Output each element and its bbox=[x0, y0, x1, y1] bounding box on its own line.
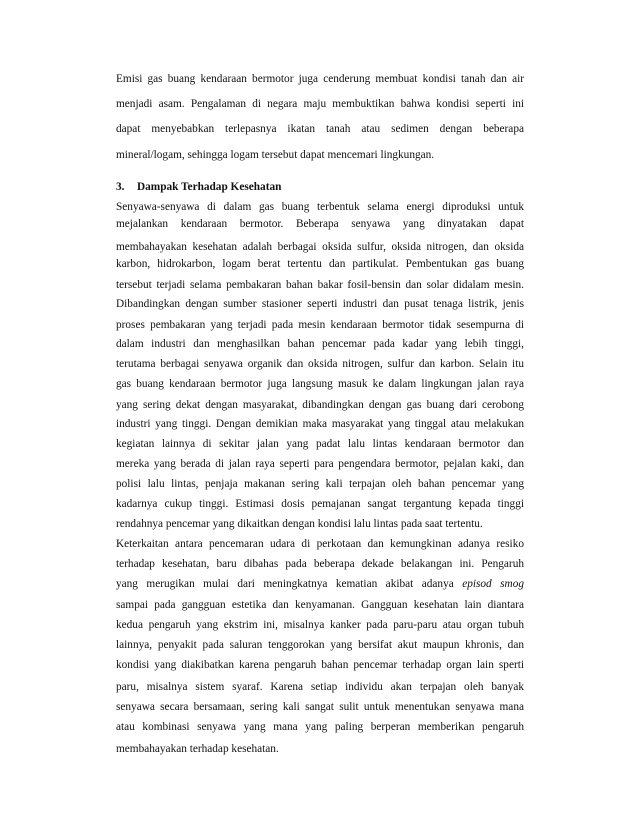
paragraph2-line: mejalankan kendaraan bermotor. Beberapa senyawa yang dinyatakan dapat bbox=[116, 218, 524, 230]
paragraph3-line: atau kombinasi senyawa yang mana yang paling berperan memberikan pengaruh bbox=[116, 721, 524, 733]
paragraph1-line: menjadi asam. Pengalaman di negara maju membuktikan bahwa kondisi seperti ini bbox=[116, 98, 524, 110]
paragraph3-line: membahayakan terhadap kesehatan. bbox=[116, 743, 279, 755]
paragraph1-line: mineral/logam, sehingga logam tersebut dapat mencemari lingkungan. bbox=[116, 149, 435, 161]
paragraph2-line: kadarnya cukup tinggi. Estimasi dosis pemajanan sangat tergantung kepada tinggi bbox=[116, 498, 524, 510]
paragraph3-line: kedua pengaruh yang ekstrim ini, misalnya kanker pada paru-paru atau organ tubuh bbox=[116, 619, 524, 631]
paragraph3-line-with-italic bbox=[116, 577, 524, 591]
paragraph2-line: mereka yang berada di jalan raya seperti para pengendara bermotor, pejalan kaki, dan bbox=[116, 458, 524, 470]
paragraph3-line: lainnya, penyakit pada saluran tenggorokan yang bersifat akut maupun khronis, dan bbox=[116, 639, 524, 651]
paragraph3-line: senyawa secara bersamaan, sering kali sangat sulit untuk menentukan senyawa mana bbox=[116, 701, 524, 713]
paragraph2-line: tersebut terjadi selama pembakaran bahan bakar fosil-bensin dan solar didalam mesin. bbox=[116, 279, 524, 291]
paragraph2-line: gas buang kendaraan bermotor juga langsung masuk ke dalam lingkungan jalan raya bbox=[116, 378, 524, 390]
paragraph2-line: industri yang tinggi. Dengan demikian maka masyarakat yang tinggal atau melakukan bbox=[116, 418, 524, 430]
paragraph2-line: polisi lalu lintas, penjaja makanan sering kali terpajan oleh bahan pencemar yang bbox=[116, 478, 524, 490]
italic-term: episod smog bbox=[462, 578, 524, 590]
paragraph2-line: proses pembakaran yang terjadi pada mesin kendaraan bermotor tidak sesempurna di bbox=[116, 319, 524, 331]
paragraph1-line: dapat menyebabkan terlepasnya ikatan tanah atau sedimen dengan beberapa bbox=[116, 123, 524, 135]
paragraph1-line: Emisi gas buang kendaraan bermotor juga cenderung membuat kondisi tanah dan air bbox=[116, 73, 524, 85]
paragraph2-line: Senyawa-senyawa di dalam gas buang terbentuk selama energi diproduksi untuk bbox=[116, 201, 524, 213]
paragraph2-line: yang sering dekat dengan masyarakat, dibandingkan dengan gas buang dari cerobong bbox=[116, 399, 524, 411]
paragraph2-line: karbon, hidrokarbon, logam berat tertentu dan partikulat. Pembentukan gas buang bbox=[116, 258, 524, 270]
paragraph2-line: dalam industri dan menghasilkan bahan pencemar pada kadar yang lebih tinggi, bbox=[116, 338, 524, 350]
section-title: Dampak Terhadap Kesehatan bbox=[137, 181, 282, 193]
paragraph2-line: kegiatan lainnya di sekitar jalan yang padat lalu lintas kendaraan bermotor dan bbox=[116, 438, 524, 450]
paragraph3-line-text: yang merugikan mulai dari meningkatnya kematian akibat adanya bbox=[116, 578, 454, 590]
section-heading bbox=[116, 180, 524, 194]
paragraph2-line: terutama berbagai senyawa organik dan oksida nitrogen, sulfur dan karbon. Selain itu bbox=[116, 358, 524, 370]
section-number: 3. bbox=[116, 181, 125, 193]
paragraph2-line: rendahnya pencemar yang dikaitkan dengan kondisi lalu lintas pada saat tertentu. bbox=[116, 518, 483, 530]
paragraph3-line: terhadap kesehatan, baru dibahas pada beberapa dekade belakangan ini. Pengaruh bbox=[116, 558, 524, 570]
paragraph3-line: paru, misalnya sistem syaraf. Karena setiap individu akan terpajan oleh banyak bbox=[116, 681, 524, 693]
paragraph2-line: membahayakan kesehatan adalah berbagai oksida sulfur, oksida nitrogen, dan oksida bbox=[116, 241, 524, 253]
paragraph3-line: kondisi yang diakibatkan karena pengaruh bahan pencemar terhadap organ lain sperti bbox=[116, 659, 524, 671]
paragraph2-line: Dibandingkan dengan sumber stasioner seperti industri dan pusat tenaga listrik, jenis bbox=[116, 298, 524, 310]
paragraph3-line: sampai pada gangguan estetika dan kenyamanan. Gangguan kesehatan lain diantara bbox=[116, 599, 524, 611]
paragraph3-line: Keterkaitan antara pencemaran udara di perkotaan dan kemungkinan adanya resiko bbox=[116, 538, 524, 550]
